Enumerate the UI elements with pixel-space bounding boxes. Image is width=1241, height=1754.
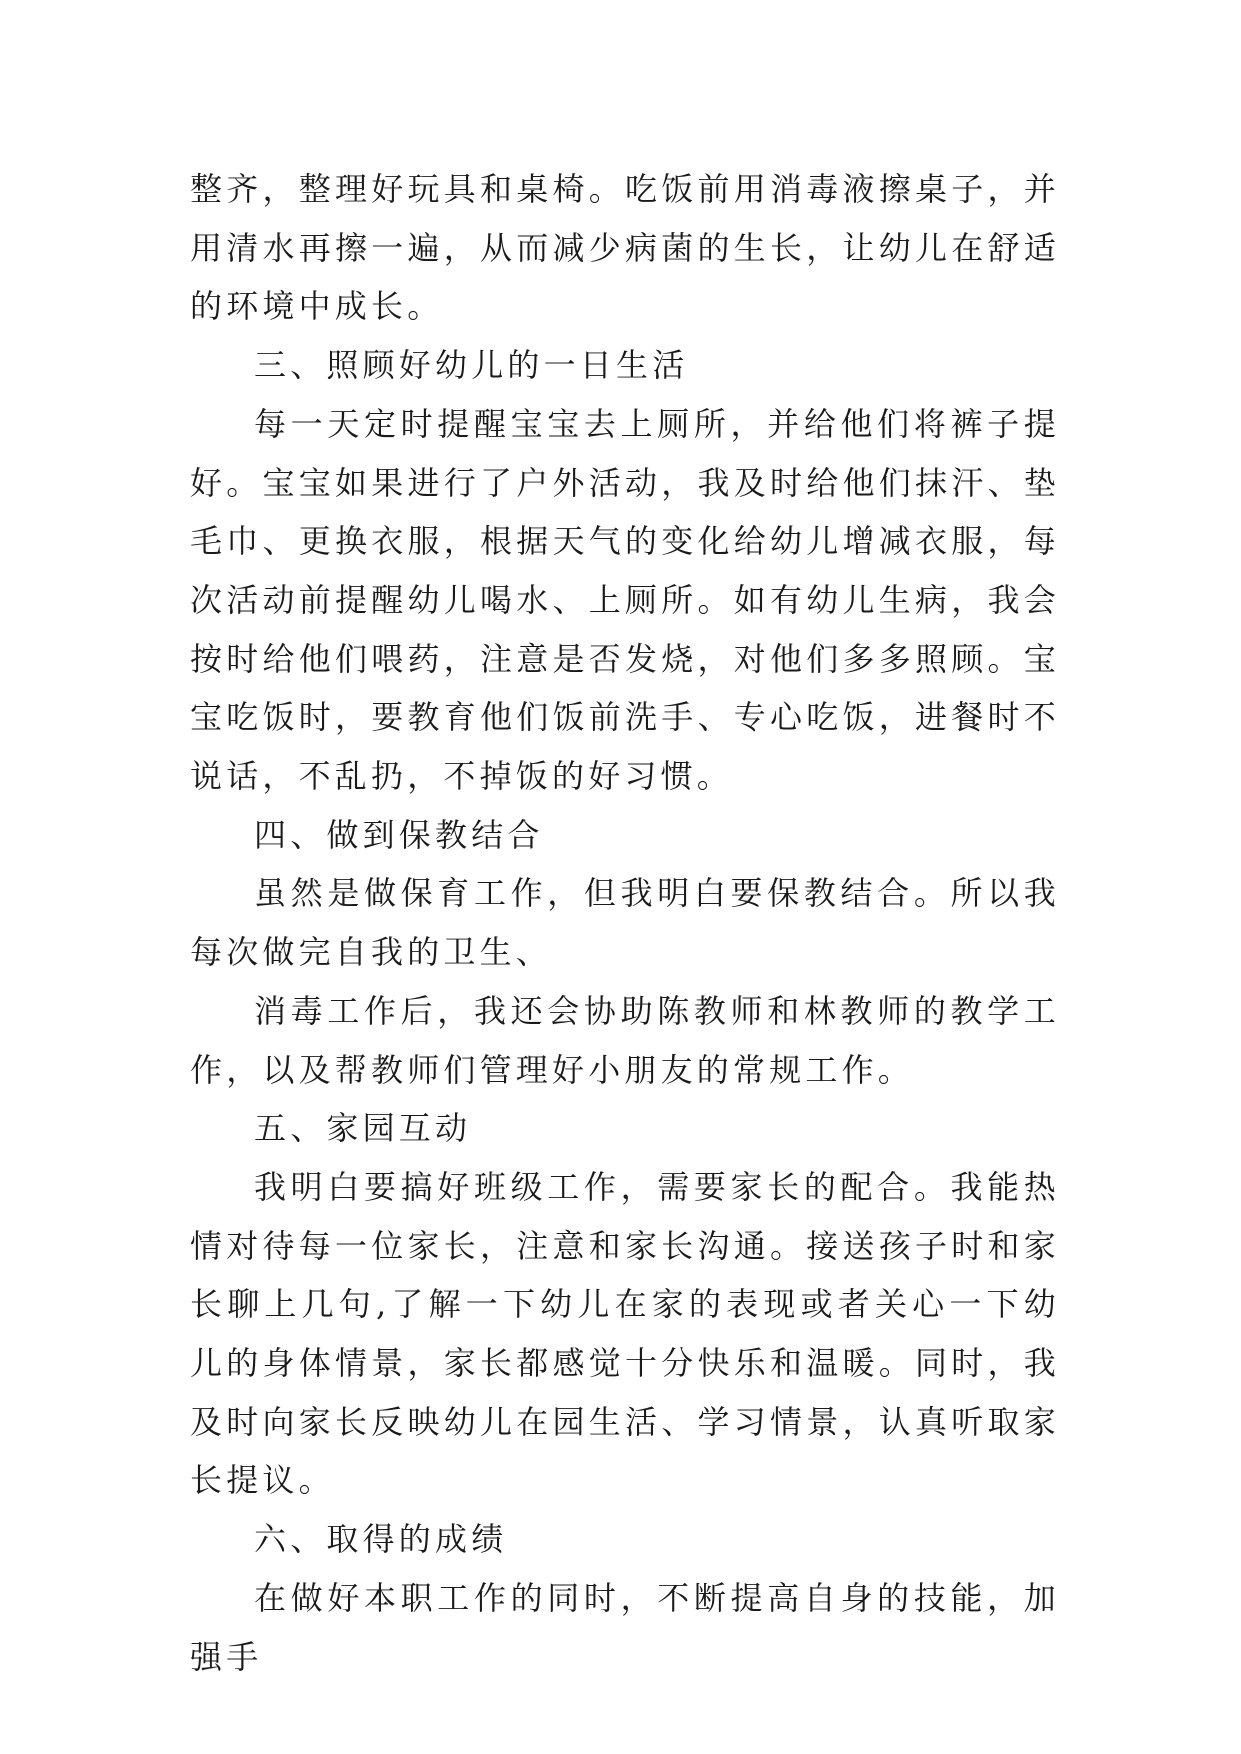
paragraph-home-interaction: 我明白要搞好班级工作，需要家长的配合。我能热情对待每一位家长，注意和家长沟通。接送孩子时和家长聊上几句,了解一下幼儿在家的表现或者关心一下幼儿的身体情景，家长都感觉十分快乐和温暖。同时，我及时向家长反映幼儿在园生活、学习情景，认真听取家长提议。	[190, 1167, 1060, 1500]
section-heading-4: 四、做到保教结合	[254, 815, 544, 854]
paragraph-continued: 整齐，整理好玩具和桌椅。吃饭前用消毒液擦桌子，并用清水再擦一遍，从而减少病菌的生长，让幼儿在舒适的环境中成长。	[190, 170, 1060, 326]
body-text	[190, 160, 1060, 1686]
section-heading-3: 三、照顾好幼儿的一日生活	[254, 346, 689, 385]
paragraph-care-education: 虽然是做保育工作，但我明白要保教结合。所以我每次做完自我的卫生、	[190, 874, 1060, 972]
section-heading-5: 五、家园互动	[254, 1109, 472, 1148]
paragraph-daily-care: 每一天定时提醒宝宝去上厕所，并给他们将裤子提好。宝宝如果进行了户外活动，我及时给他们抹汗、垫毛巾、更换衣服，根据天气的变化给幼儿增减衣服，每次活动前提醒幼儿喝水、上厕所。如有幼儿生病，我会按时给他们喂药，注意是否发烧，对他们多多照顾。宝宝吃饭时，要教育他们饭前洗手、专心吃饭，进餐时不说话，不乱扔，不掉饭的好习惯。	[190, 404, 1060, 796]
paragraph-disinfection: 消毒工作后，我还会协助陈教师和林教师的教学工作，以及帮教师们管理好小朋友的常规工作。	[190, 991, 1060, 1089]
section-heading-6: 六、取得的成绩	[254, 1520, 508, 1559]
paragraph-achievements: 在做好本职工作的同时，不断提高自身的技能，加强手	[190, 1578, 1060, 1676]
